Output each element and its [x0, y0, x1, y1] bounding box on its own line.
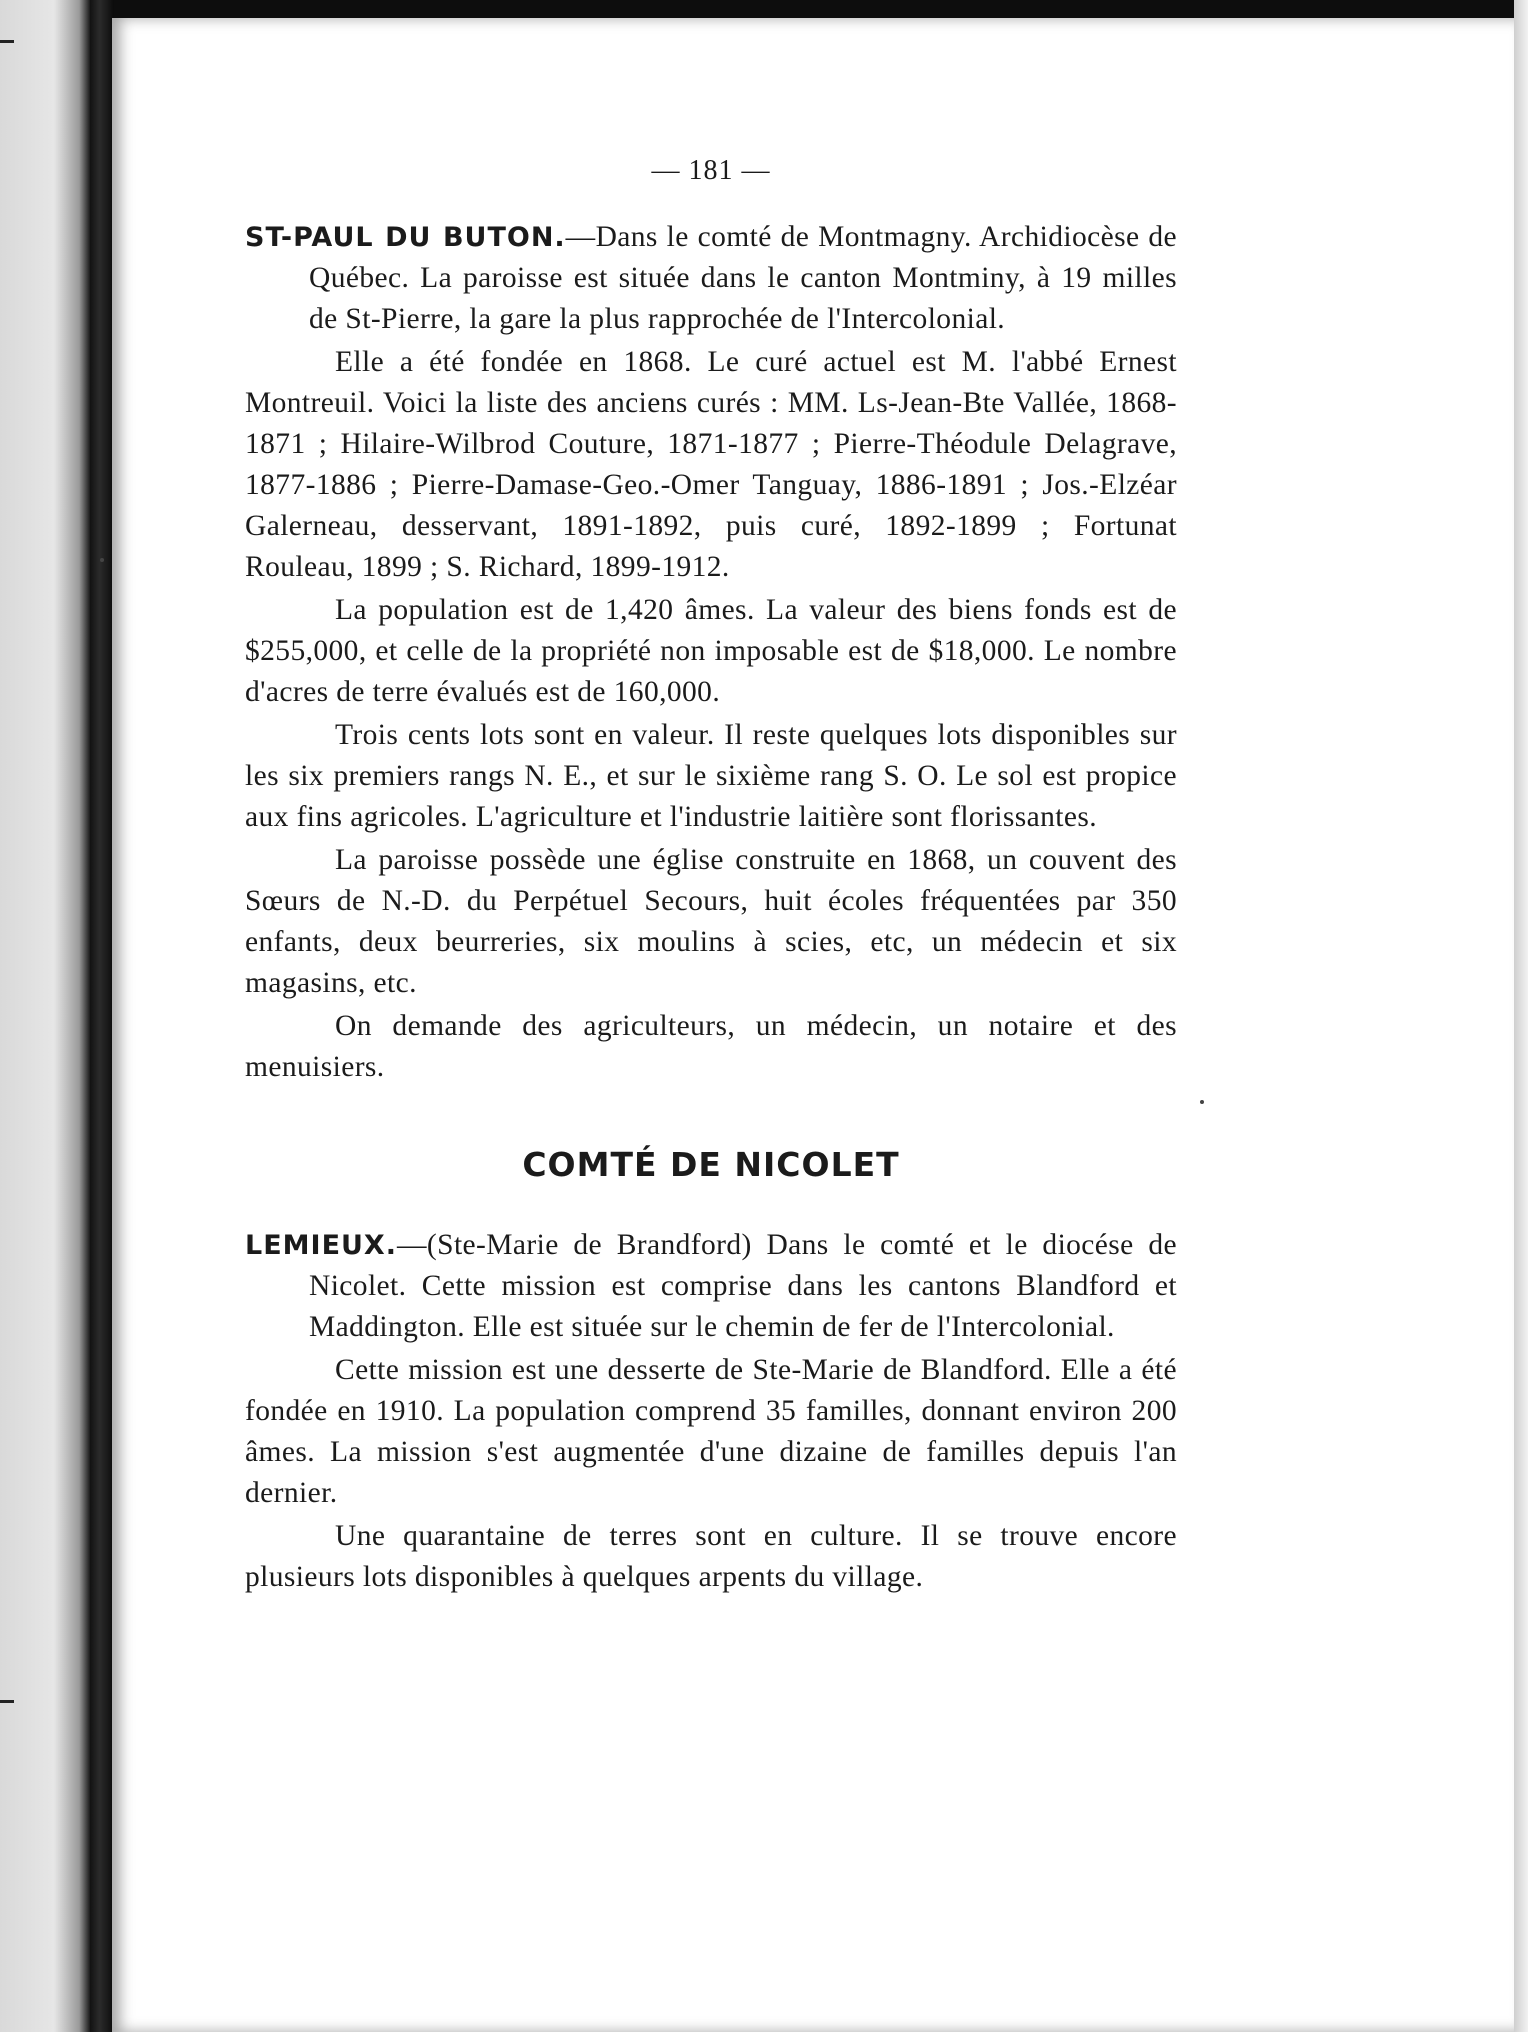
entry-text: —(Ste-Marie de Brandford) Dans le comté et le diocése de Nicolet. Cette mission est comprise dans les cantons Blandford et Maddington. Elle est située sur le chemin de fer de l'Intercolonial.	[309, 1229, 1177, 1343]
page-content	[245, 150, 1177, 1598]
book-binding	[90, 0, 114, 2032]
entry-paragraph: On demande des agriculteurs, un médecin, un notaire et des menuisiers.	[245, 1010, 1177, 1083]
page-right-edge	[1514, 0, 1528, 2032]
page-number: — 181 —	[651, 155, 771, 186]
entry-paragraph: Cette mission est une desserte de Ste-Marie de Blandford. Elle a été fondée en 1910. La population comprend 35 familles, donnant environ 200 âmes. La mission s'est augmentée d'une dizaine de familles depuis l'an dernier.	[245, 1354, 1177, 1509]
facing-page-edge	[0, 0, 90, 2032]
entry-paragraph: Une quarantaine de terres sont en culture. Il se trouve encore plusieurs lots disponibles à quelques arpents du village.	[245, 1520, 1177, 1593]
entry-st-paul-du-buton	[245, 217, 1177, 1088]
facing-page-rule	[0, 1700, 14, 1703]
entry-first-paragraph	[245, 1225, 1177, 1348]
entry-paragraph: La population est de 1,420 âmes. La valeur des biens fonds est de $255,000, et celle de la propriété non imposable est de $18,000. Le nombre d'acres de terre évalués est de 160,000.	[245, 594, 1177, 708]
entry-lemieux	[245, 1225, 1177, 1598]
entry-paragraph: La paroisse possède une église construite en 1868, un couvent des Sœurs de N.-D. du Perpétuel Secours, huit écoles fréquentées par 350 enfants, deux beurreries, six moulins à scies, etc, un médecin et six magasins, etc.	[245, 844, 1177, 999]
scan-speck	[100, 558, 104, 562]
facing-page-rule	[0, 40, 14, 43]
entry-paragraph: Elle a été fondée en 1868. Le curé actuel est M. l'abbé Ernest Montreuil. Voici la liste des anciens curés : MM. Ls-Jean-Bte Vallée, 1868-1871 ; Hilaire-Wilbrod Couture, 1871-1877 ; Pierre-Théodule Delagrave, 1877-1886 ; Pierre-Damase-Geo.-Omer Tanguay, 1886-1891 ; Jos.-Elzéar Galerneau, desservant, 1891-1892, puis curé, 1892-1899 ; Fortunat Rouleau, 1899 ; S. Richard, 1899-1912.	[245, 346, 1177, 583]
entry-heading: ST-PAUL DU BUTON.	[245, 222, 566, 253]
entry-text: —Dans le comté de Montmagny. Archidiocèse de Québec. La paroisse est située dans le canton Montminy, à 19 milles de St-Pierre, la gare la plus rapprochée de l'Intercolonial.	[309, 221, 1177, 335]
entry-heading: LEMIEUX.	[245, 1230, 398, 1261]
entry-first-paragraph	[245, 217, 1177, 340]
entry-paragraph: Trois cents lots sont en valeur. Il reste quelques lots disponibles sur les six premiers rangs N. E., et sur le sixième rang S. O. Le sol est propice aux fins agricoles. L'agriculture et l'industrie laitière sont florissantes.	[245, 719, 1177, 833]
county-heading: COMTÉ DE NICOLET	[522, 1145, 900, 1184]
scan-speck	[1200, 1100, 1204, 1104]
